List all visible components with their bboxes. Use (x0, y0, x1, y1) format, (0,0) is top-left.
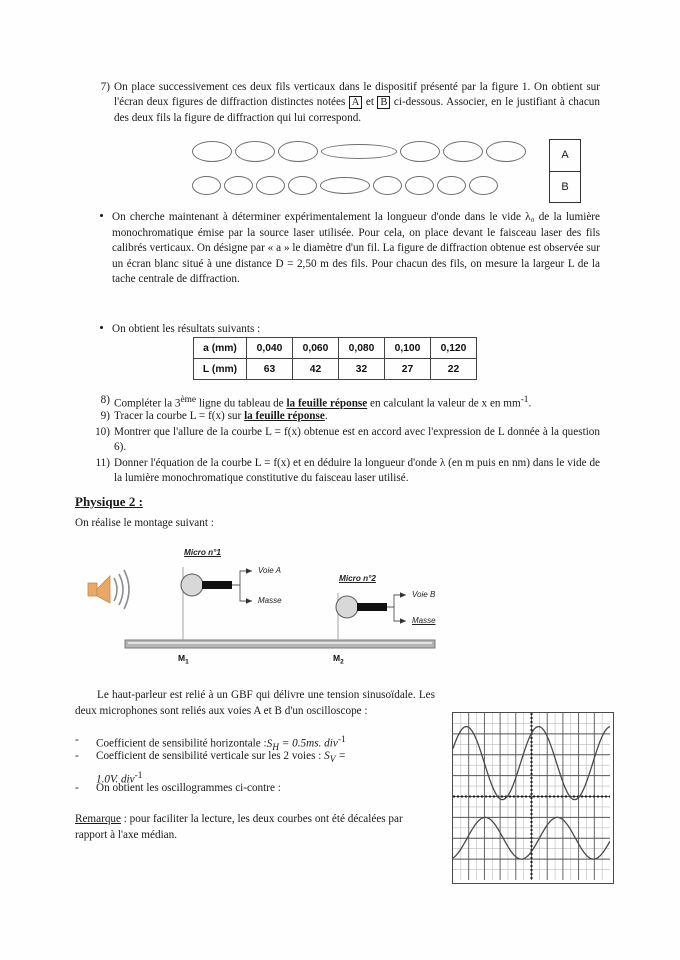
question-7-number: 7) (100, 81, 110, 93)
question-10-text: Montrer que l'allure de la courbe L = f(x) obtenue est en accord avec l'expression de L donnée à la question 6). (114, 426, 600, 454)
diffraction-fringe (320, 177, 370, 194)
voie-b-label: Voie B (412, 590, 436, 599)
dash-marker: - (75, 750, 79, 762)
question-9-link: la feuille réponse (244, 410, 325, 422)
montage-intro: On réalise le montage suivant : (75, 517, 214, 529)
coefficient-oscillogram (75, 781, 435, 797)
question-8-end: . (528, 397, 532, 410)
diffraction-fringe (373, 176, 402, 195)
diffraction-fringe (486, 141, 526, 162)
question-8-mid: ligne du tableau de (196, 397, 287, 410)
coefficient-oscillogram-text: On obtient les oscillogrammes ci-contre : (96, 782, 281, 794)
microphone-1 (181, 567, 252, 640)
diffraction-fringe (235, 141, 275, 162)
question-7-line2: obtient sur l'écran deux figures de diffraction distinctes notées (114, 81, 600, 109)
remarque-block (75, 812, 435, 843)
coefficient-vertical-text: Coefficient de sensibilité verticale sur les 2 voies : $S_V$ = 1.0V. div$^{-1}$ (96, 750, 346, 786)
table-cell: 27 (385, 359, 431, 380)
table-cell: 63 (247, 359, 293, 380)
masse-a-label: Masse (258, 596, 282, 605)
question-8-exp: -1 (520, 395, 529, 405)
table-header-l: L (mm) (194, 359, 247, 380)
question-7-text (114, 80, 600, 126)
question-11 (88, 456, 600, 487)
diffraction-fringe (256, 176, 285, 195)
micro-2-label: Micro n°2 (339, 574, 376, 583)
question-8-number: 8) (100, 394, 110, 406)
bullet-wavelength-text: On cherche maintenant à déterminer expérimentalement la longueur d'onde dans le vide λ₀ de la lumière monochromatique émise par la source laser utilisée. Pour cela, on place devant le faisceau laser des fils calibrés verticaux. On désigne par « a » le diamètre d'un fil. La figure de diffraction obtenue est observée sur un écran blanc situé à une distance D = 2,50 m des fils. Pour chacun des fils, on mesure la largeur L de la tache centrale de diffraction. (112, 211, 600, 286)
question-7 (88, 80, 600, 126)
diffraction-fringe (288, 176, 317, 195)
question-8-link: la feuille réponse (286, 397, 368, 410)
question-10-number: 10) (95, 426, 110, 438)
diffraction-pattern-a (192, 138, 532, 164)
micro-1-label: Micro n°1 (184, 548, 221, 557)
diffraction-pattern-b (192, 172, 532, 198)
bullet-results-text: On obtient les résultats suivants : (112, 323, 261, 335)
gbf-paragraph: Le haut-parleur est relié à un GBF qui délivre une tension sinusoïdale. Les deux microphones sont reliés aux voies A et B d'un oscilloscope : (75, 689, 435, 717)
diffraction-fringe (443, 141, 483, 162)
bullet-results (88, 322, 600, 338)
table-cell: 42 (293, 359, 339, 380)
microphone-2 (336, 592, 406, 640)
table-cell: 22 (431, 359, 477, 380)
diffraction-fringe (278, 141, 318, 162)
question-9-text (114, 409, 600, 424)
question-9-number: 9) (100, 410, 110, 422)
table-header-a: a (mm) (194, 338, 247, 359)
pattern-label-box (549, 139, 581, 203)
montage-figure (80, 545, 480, 670)
question-11-text: Donner l'équation de la courbe L = f(x) et en déduire la longueur d'onde λ (en m puis en nm) dans le vide de la lumière monochromatique constitutive du faisceau laser utilisé. (114, 457, 600, 485)
question-7-line5: Associer, en le justifiant à chacun des deux fils la figure de diffraction qui lui correspond. (114, 96, 600, 124)
question-8-sup: ème (180, 395, 197, 405)
m1-label: $M_1$ (178, 653, 189, 666)
inline-box-b: B (377, 96, 390, 109)
physique2-heading: Physique 2 : (75, 494, 143, 509)
table-cell: 32 (339, 359, 385, 380)
bullet-marker (100, 326, 103, 329)
oscilloscope-screen (452, 712, 614, 884)
diffraction-fringe (192, 176, 221, 195)
optical-rail (125, 640, 435, 648)
symbol-sh: $S_H$ (266, 737, 280, 753)
question-8-pre: Compléter la 3 (114, 397, 181, 410)
oscillogram-chart (453, 713, 610, 880)
diffraction-fringe (224, 176, 253, 195)
voie-a-label: Voie A (258, 566, 281, 575)
question-10 (88, 425, 600, 456)
montage-svg (80, 545, 480, 670)
pattern-label-b: B (561, 180, 569, 193)
dash-marker: - (75, 734, 79, 746)
diffraction-fringe (400, 141, 440, 162)
bullet-marker (100, 214, 103, 217)
question-11-number: 11) (95, 457, 110, 469)
table-cell: 0,120 (431, 338, 477, 359)
table-row-a (194, 338, 477, 359)
question-7-line4: ci-dessous. (390, 96, 444, 109)
dash-marker: - (75, 782, 79, 794)
remarque-text: : pour faciliter la lecture, les deux courbes ont été décalées par rapport à l'axe médian. (75, 813, 403, 841)
table-row-l (194, 359, 477, 380)
question-9-post: . (324, 410, 328, 422)
table-cell: 0,060 (293, 338, 339, 359)
table-cell: 0,040 (247, 338, 293, 359)
question-9-pre: Tracer la courbe L = f(x) sur (114, 410, 245, 422)
coefficient-horizontal-text: Coefficient de sensibilité horizontale $:S_H = 0.5ms$. div$^{-1}$ (96, 735, 346, 753)
question-8-post: en calculant la valeur de x en mm (367, 397, 521, 410)
diffraction-fringe (321, 144, 397, 159)
diffraction-fringe (405, 176, 434, 195)
diffraction-fringe (437, 176, 466, 195)
masse-b-label: Masse (412, 616, 436, 625)
diffraction-fringe (192, 141, 232, 162)
question-7-line1: On place successivement ces deux fils verticaux dans le dispositif présenté par la figure 1. On (114, 81, 548, 93)
question-7-line3: et (362, 96, 378, 109)
diffraction-figure (192, 136, 532, 202)
speaker-icon (88, 570, 129, 609)
question-9 (88, 409, 600, 424)
m2-label: $M_2$ (333, 653, 344, 666)
bullet-wavelength (88, 210, 600, 288)
table-cell: 0,100 (385, 338, 431, 359)
symbol-sv: $S_V$ (324, 750, 336, 766)
remarque-label: Remarque (75, 813, 121, 825)
pattern-label-a: A (550, 140, 580, 172)
results-table (193, 337, 477, 380)
diffraction-fringe (469, 176, 498, 195)
inline-box-a: A (349, 96, 363, 109)
table-cell: 0,080 (339, 338, 385, 359)
